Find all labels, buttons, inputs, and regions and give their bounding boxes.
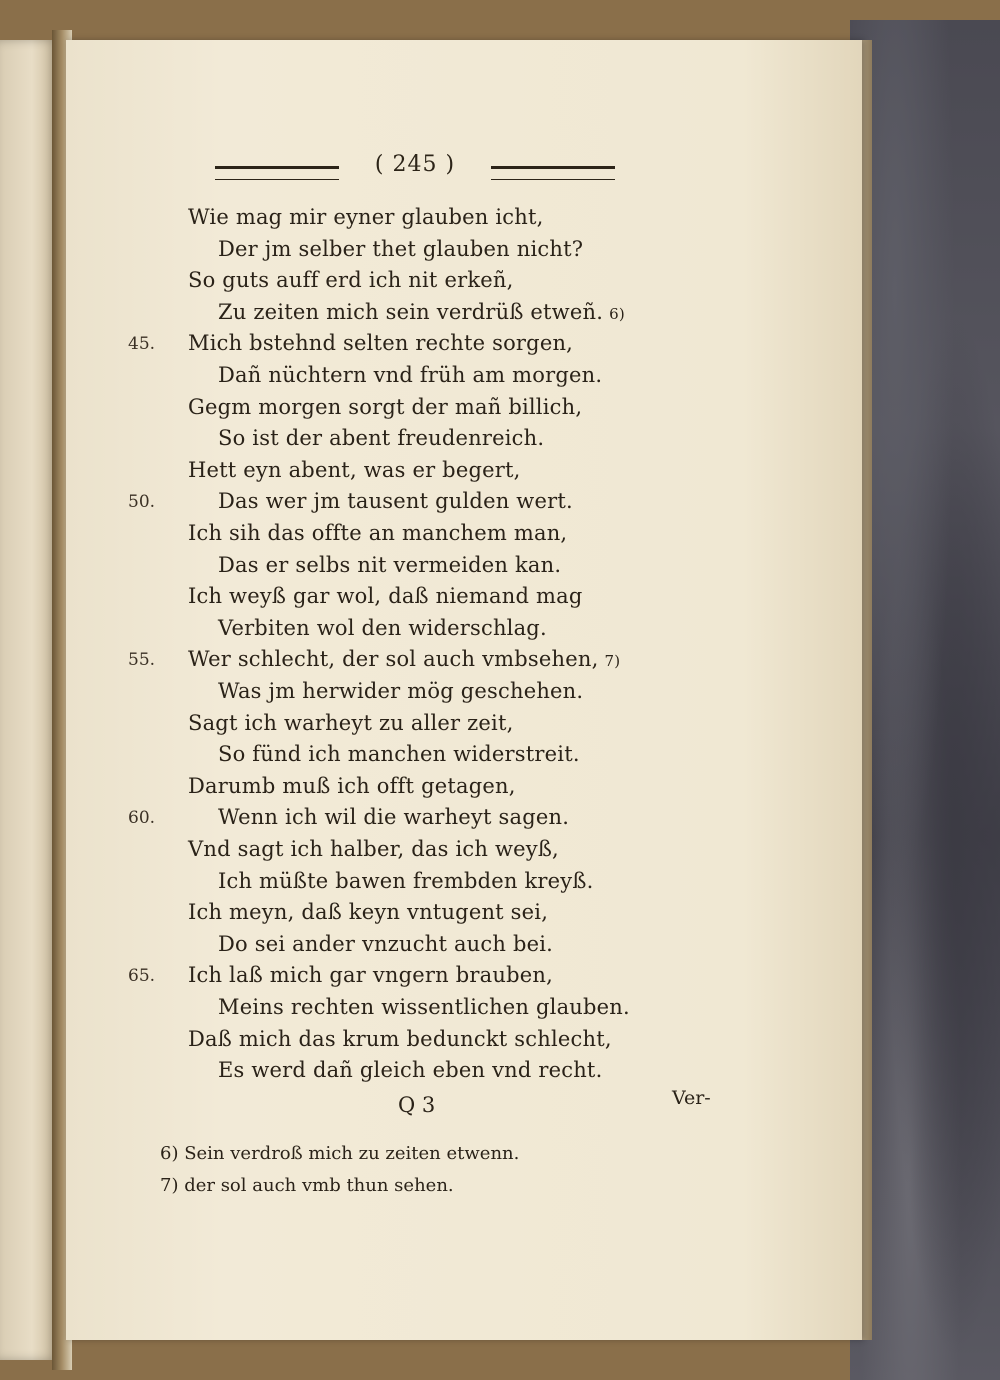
line-number: 55. — [128, 650, 156, 671]
poem-line-text: Darumb muß ich offt getagen, — [188, 773, 516, 798]
poem-line — [188, 268, 513, 292]
marbled-cover — [850, 20, 1000, 1380]
line-number: 50. — [128, 492, 156, 513]
poem-line — [218, 805, 569, 829]
poem-line-text: Es werd dañ gleich eben vnd recht. — [218, 1058, 603, 1083]
page-header — [215, 152, 615, 188]
poem-line — [218, 553, 561, 577]
poem-line-text: Daß mich das krum bedunckt schlecht, — [188, 1026, 612, 1051]
poem-line — [218, 742, 580, 766]
poem-line — [218, 300, 625, 324]
poem-line-text: Wenn ich wil die warheyt sagen. — [218, 805, 570, 830]
poem-line — [188, 837, 559, 861]
poem-line — [188, 458, 520, 482]
poem-line — [188, 205, 543, 229]
poem-line — [218, 932, 553, 956]
poem-line-text: Was jm herwider mög geschehen. — [218, 679, 584, 703]
poem-line-text: Mich bstehnd selten rechte sorgen, — [188, 331, 574, 356]
poem-line-text: Vnd sagt ich halber, das ich weyß, — [188, 837, 559, 861]
poem-line-text: Gegm morgen sorgt der mañ billich, — [188, 394, 583, 419]
catchword: Ver- — [672, 1087, 711, 1109]
line-number: 60. — [128, 808, 156, 829]
header-rule-right — [491, 166, 615, 180]
poem-line — [218, 869, 593, 893]
poem-line — [188, 647, 620, 671]
poem-line-text: Ich weyß gar wol, daß niemand mag — [188, 584, 583, 609]
footnote-7: 7) der sol auch vmb thun sehen. — [160, 1175, 454, 1196]
poem-line-text: Dañ nüchtern vnd früh am morgen. — [218, 363, 603, 387]
poem-line — [218, 995, 630, 1019]
poem-line-text: Zu zeiten mich sein verdrüß etweñ. — [218, 299, 604, 324]
line-number: 45. — [128, 334, 156, 355]
poem-line — [188, 711, 514, 735]
poem-line — [188, 395, 582, 419]
footnote-ref: 7) — [604, 652, 621, 671]
poem-line-text: Verbiten wol den widerschlag. — [218, 615, 547, 640]
poem-line-text: Wie mag mir eyner glauben icht, — [188, 205, 544, 229]
poem-line-text: Das wer jm tausent gulden wert. — [218, 489, 573, 514]
poem-line — [218, 426, 544, 450]
poem-line — [218, 679, 583, 703]
poem-line-text: Wer schlecht, der sol auch vmbsehen, — [188, 647, 599, 672]
poem-line — [218, 616, 547, 640]
left-page-edge — [0, 40, 58, 1360]
poem-line-text: So fünd ich manchen widerstreit. — [218, 742, 580, 767]
header-rule-left — [215, 166, 339, 180]
line-number: 65. — [128, 966, 156, 987]
poem-line — [218, 363, 602, 387]
poem-line-text: So guts auff erd ich nit erkeñ, — [188, 268, 514, 293]
page-number: ( 245 ) — [374, 152, 456, 177]
poem-line-text: Meins rechten wissentlichen glauben. — [218, 995, 630, 1019]
poem-line-text: Ich meyn, daß keyn vntugent sei, — [188, 900, 549, 925]
poem-line-text: Sagt ich warheyt zu aller zeit, — [188, 710, 514, 735]
poem-line — [218, 489, 573, 513]
footnote-ref: 6) — [609, 304, 625, 323]
poem-line-text: Do sei ander vnzucht auch bei. — [218, 931, 554, 956]
poem-line-text: Ich müßte bawen frembden kreyß. — [218, 868, 594, 893]
footnote-6: 6) Sein verdroß mich zu zeiten etwenn. — [160, 1143, 520, 1164]
poem-line — [218, 1058, 602, 1082]
poem-line-text: Hett eyn abent, was er begert, — [188, 457, 521, 482]
poem-line — [218, 237, 583, 261]
poem-line-text: Ich laß mich gar vngern brauben, — [188, 963, 553, 988]
poem-line-text: Das er selbs nit vermeiden kan. — [218, 552, 562, 577]
poem-line — [188, 521, 567, 545]
poem-line — [188, 331, 573, 355]
signature-mark: Q 3 — [398, 1093, 436, 1117]
poem-line-text: Der jm selber thet glauben nicht? — [218, 236, 584, 261]
poem-line — [188, 1027, 612, 1051]
poem-line — [188, 774, 516, 798]
poem-line — [188, 963, 553, 987]
poem-line — [188, 900, 548, 924]
poem-line — [188, 584, 582, 608]
poem-line-text: Ich sih das offte an manchem man, — [188, 521, 568, 545]
poem-line-text: So ist der abent freudenreich. — [218, 426, 545, 451]
